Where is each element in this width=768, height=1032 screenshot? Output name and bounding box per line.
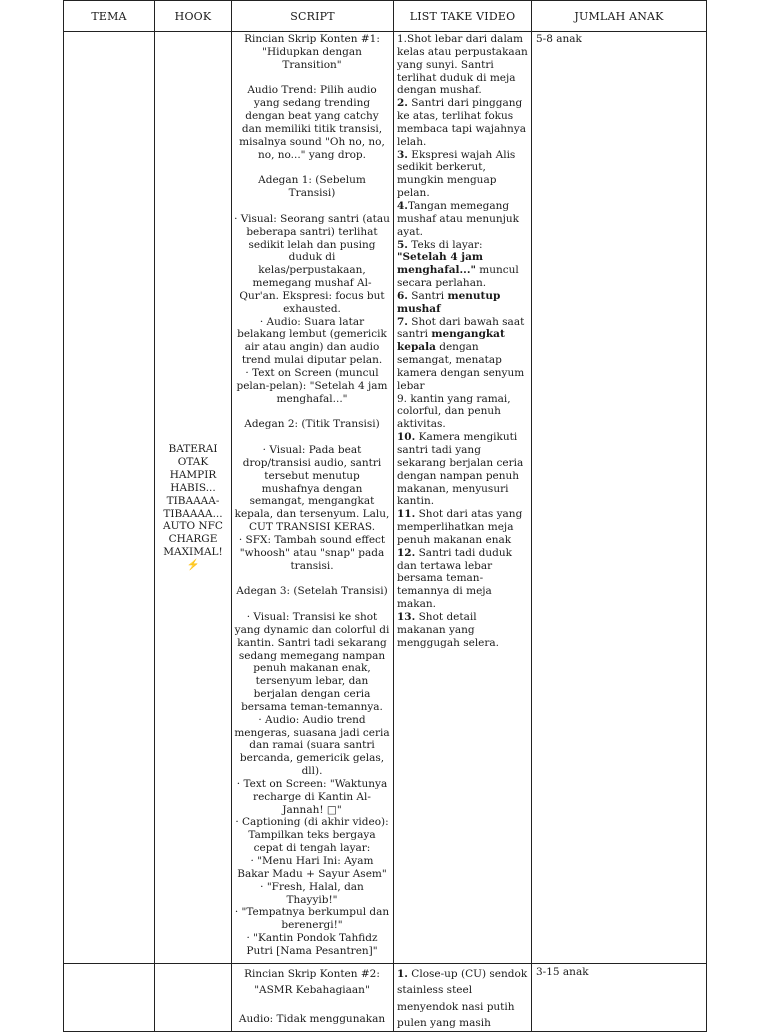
header-row: [64, 1, 707, 32]
script-audio-trend: Audio Trend: Pilih audio yang sedang trending dengan beat yang catchy dan memiliki titik transisi, misalnya sound "Oh no, no, no, no..." yang drop.: [239, 84, 385, 161]
jumlah-anak-value: 3-15 anak: [536, 966, 589, 978]
script-scene-1-text: · Text on Screen (muncul pelan-pelan): "Setelah 4 jam menghafal...": [236, 366, 388, 405]
hook-cell: [155, 32, 232, 964]
script-caption-2: · "Fresh, Halal, dan Thayyib!": [260, 880, 364, 906]
script-scene-3-visual: · Visual: Transisi ke shot yang dynamic dan colorful di kantin. Santri tadi sekarang sedang memegang nampan penuh makanan enak, tersenyum lebar, dan berjalan dengan ceria bersama teman-temannya.: [234, 610, 390, 713]
take-item-9: 9. kantin yang ramai, colorful, dan penuh aktivitas.: [397, 392, 511, 431]
table-row: [64, 964, 707, 1032]
script-audio: Audio: Tidak menggunakan: [238, 1013, 386, 1026]
take-item-2: 2. Santri dari pinggang ke atas, terlihat fokus membaca tapi wajahnya lelah.: [397, 97, 526, 148]
script-title: Rincian Skrip Konten #2: "ASMR Kebahagiaan": [244, 968, 380, 997]
take-list-cell: [394, 32, 532, 964]
script-scene-3-heading: Adegan 3: (Setelah Transisi): [236, 585, 388, 598]
script-cell: [232, 32, 394, 964]
header-list-take-video: LIST TAKE VIDEO: [394, 1, 532, 32]
table-row: [64, 32, 707, 964]
content-plan-table: [63, 0, 707, 1032]
script-title: Rincian Skrip Konten #1: "Hidupkan dengan Transition": [244, 33, 380, 71]
tema-cell: [64, 32, 155, 964]
header-hook: HOOK: [155, 1, 232, 32]
take-item-12: 12. Santri tadi duduk dan tertawa lebar bersama teman-temannya di meja makan.: [397, 546, 512, 611]
script-scene-1-visual: · Visual: Seorang santri (atau beberapa santri) terlihat sedikit lelah dan pusing duduk di kelas/perpustakaan, memegang mushaf Al-Qur'an. Ekspresi: focus but exhausted.: [234, 212, 390, 315]
script-caption-4: · "Kantin Pondok Tahfidz Putri [Nama Pesantren]": [246, 932, 378, 957]
script-scene-3-audio: · Audio: Audio trend mengeras, suasana jadi ceria dan ramai (suara santri bercanda, gemericik gelas, dll).: [234, 713, 390, 778]
header-tema: TEMA: [64, 1, 155, 32]
script-scene-3-text: · Text on Screen: "Waktunya recharge di Kantin Al-Jannah! □": [236, 777, 388, 816]
take-item-1: 1. Close-up (CU) sendok stainless steel menyendok nasi putih pulen yang masih: [397, 968, 528, 1029]
script-captioning: · Captioning (di akhir video): Tampilkan teks bergaya cepat di tengah layar:: [235, 816, 389, 855]
take-item-4: 4.Tangan memegang mushaf atau menunjuk ayat.: [397, 199, 520, 238]
script-scene-2-visual: · Visual: Pada beat drop/transisi audio, santri tersebut menutup mushafnya dengan semangat, mengangkat kepala, dan tersenyum. Lalu, CUT TRANSISI KERAS.: [234, 444, 390, 534]
take-item-10: 10. Kamera mengikuti santri tadi yang sekarang berjalan ceria dengan nampan penuh makanan, menyusuri kantin.: [397, 431, 524, 508]
take-item-11: 11. Shot dari atas yang memperlihatkan meja penuh makanan enak: [397, 508, 523, 546]
script-scene-2-heading: Adegan 2: (Titik Transisi): [244, 418, 380, 431]
header-jumlah-anak: JUMLAH ANAK: [532, 1, 707, 32]
jumlah-anak-cell: [532, 32, 707, 964]
script-caption-1: · "Menu Hari Ini: Ayam Bakar Madu + Sayur Asem": [237, 855, 387, 880]
header-script: SCRIPT: [232, 1, 394, 32]
tema-cell: [64, 964, 155, 1032]
hook-cell: [155, 964, 232, 1032]
take-item-1: 1.Shot lebar dari dalam kelas atau perpustakaan yang sunyi. Santri terlihat duduk di meja dengan mushaf.: [397, 33, 528, 97]
script-cell: [232, 964, 394, 1032]
jumlah-anak-cell: [532, 964, 707, 1032]
script-scene-1-audio: · Audio: Suara latar belakang lembut (gemericik air atau angin) dan audio trend mulai diputar pelan.: [237, 315, 387, 367]
script-scene-2-sfx: · SFX: Tambah sound effect "whoosh" atau "snap" pada transisi.: [238, 533, 386, 572]
take-list-cell: [394, 964, 532, 1032]
take-item-6: 6. Santri menutup mushaf: [397, 289, 501, 315]
hook-text: BATERAI OTAK HAMPIR HABIS... TIBAAAA-TIBAAAA... AUTO NFC CHARGE MAXIMAL! ⚡: [163, 443, 223, 571]
take-item-13: 13. Shot detail makanan yang menggugah selera.: [397, 610, 500, 649]
script-scene-1-heading: Adegan 1: (Sebelum Transisi): [258, 174, 366, 200]
take-item-3: 3. Ekspresi wajah Alis sedikit berkerut, mungkin menguap pelan.: [397, 148, 516, 200]
script-caption-3: · "Tempatnya berkumpul dan berenergi!": [234, 906, 390, 932]
take-item-7: 7. Shot dari bawah saat santri mengangkat kepala dengan semangat, menatap kamera dengan senyum lebar: [397, 315, 525, 392]
take-item-5: 5. Teks di layar: "Setelah 4 jam menghafal..." muncul secara perlahan.: [397, 238, 519, 290]
jumlah-anak-value: 5-8 anak: [536, 33, 582, 45]
